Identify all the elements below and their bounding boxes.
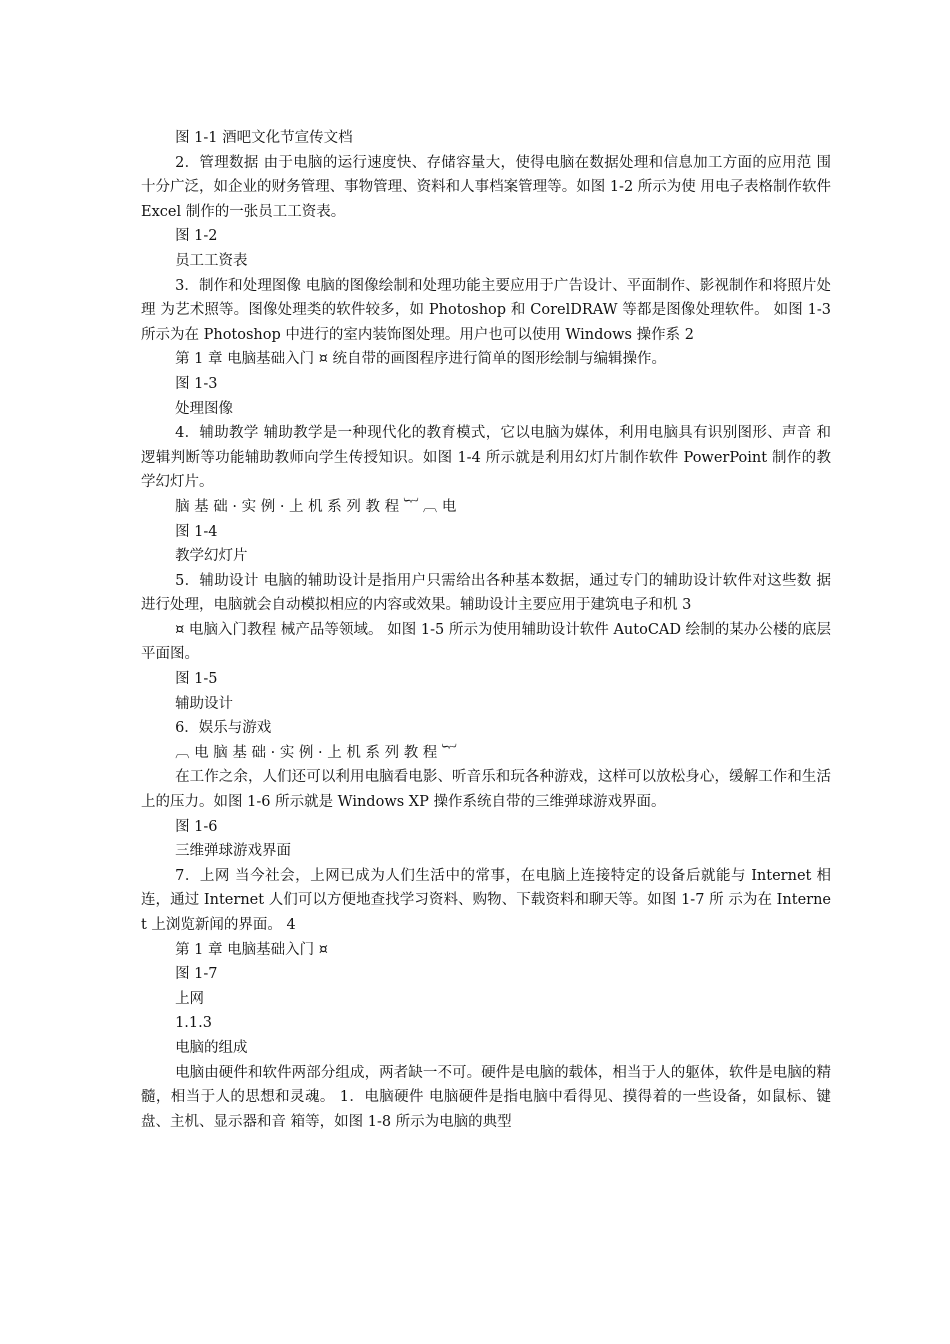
paragraph-internet: 7．上网 当今社会，上网已成为人们生活中的常事，在电脑上连接特定的设备后就能与 Internet 相连，通过 Internet 人们可以方便地查找学习资料、购物、下载资料和聊天等。如图 1-7 所 示为在 Internet 上浏览新闻的界面。 4 [141,867,831,933]
figure-caption-1-1: 图 1-1 酒吧文化节宣传文档 [175,130,353,146]
figure-caption-1-2: 员工工资表 [175,252,248,269]
document-body [141,126,831,1134]
figure-label-1-4: 图 1-4 [175,523,218,540]
section-heading-entertainment: 6．娱乐与游戏 [175,720,272,737]
figure-caption-1-7: 上网 [175,990,205,1007]
figure-caption-1-3: 处理图像 [175,400,234,417]
paragraph-composition: 电脑由硬件和软件两部分组成，两者缺一不可。硬件是电脑的载体，相当于人的躯体，软件是电脑的精髓，相当于人的思想和灵魂。 1．电脑硬件 电脑硬件是指电脑中看得见、摸得着的一些设备，如鼠标、键盘、主机、显示器和音 箱等，如图 1-8 所示为电脑的典型 [141,1064,831,1130]
chapter-header: 第 1 章 电脑基础入门 ¤ [175,941,328,958]
figure-label-1-5: 图 1-5 [175,671,218,688]
figure-label-1-6: 图 1-6 [175,818,218,835]
paragraph-image-processing: 3．制作和处理图像 电脑的图像绘制和处理功能主要应用于广告设计、平面制作、影视制作和将照片处理 为艺术照等。图像处理类的软件较多，如 Photoshop 和 CorelDRAW 等都是图像处理软件。 如图 1-3 所示为在 Photoshop 中进行的室内装饰图处理。用户也可以使用 Windows 操作系 2 [141,277,831,343]
figure-caption-1-6: 三维弹球游戏界面 [175,843,292,860]
figure-label-1-2: 图 1-2 [175,228,218,245]
figure-caption-1-4: 教学幻灯片 [175,548,248,565]
series-header: 脑 基 础 · 实 例 · 上 机 系 列 教 程 ︸ ︹ 电 [175,498,457,515]
figure-caption-1-5: 辅助设计 [175,695,234,712]
paragraph-teaching: 4．辅助教学 辅助教学是一种现代化的教育模式，它以电脑为媒体，利用电脑具有识别图形、声音 和逻辑判断等功能辅助教师向学生传授知识。如图 1-4 所示就是利用幻灯片制作软件 PowerPoint 制作的教学幻灯片。 [141,425,831,491]
figure-label-1-7: 图 1-7 [175,966,218,983]
paragraph-design: 5．辅助设计 电脑的辅助设计是指用户只需给出各种基本数据，通过专门的辅助设计软件对这些数 据进行处理，电脑就会自动模拟相应的内容或效果。辅助设计主要应用于建筑电子和机 3 [141,572,831,614]
section-number: 1.1.3 [175,1015,212,1032]
paragraph-entertainment: 在工作之余，人们还可以利用电脑看电影、听音乐和玩各种游戏，这样可以放松身心，缓解工作和生活上的压力。如图 1-6 所示就是 Windows XP 操作系统自带的三维弹球游戏界面。 [141,769,831,811]
figure-label-1-3: 图 1-3 [175,375,218,392]
section-title: 电脑的组成 [175,1039,248,1056]
series-header: ︹ 电 脑 基 础 · 实 例 · 上 机 系 列 教 程 ︸ [175,744,457,761]
paragraph-design-continued: ¤ 电脑入门教程 械产品等领域。 如图 1-5 所示为使用辅助设计软件 AutoCAD 绘制的某办公楼的底层平面图。 [141,621,831,663]
page-header-line: 第 1 章 电脑基础入门 ¤ 统自带的画图程序进行简单的图形绘制与编辑操作。 [175,351,667,368]
paragraph-manage-data: 2．管理数据 由于电脑的运行速度快、存储容量大，使得电脑在数据处理和信息加工方面的应用范 围十分广泛，如企业的财务管理、事物管理、资料和人事档案管理等。如图 1-2 所示为使 用电子表格制作软件 Excel 制作的一张员工工资表。 [141,154,831,220]
